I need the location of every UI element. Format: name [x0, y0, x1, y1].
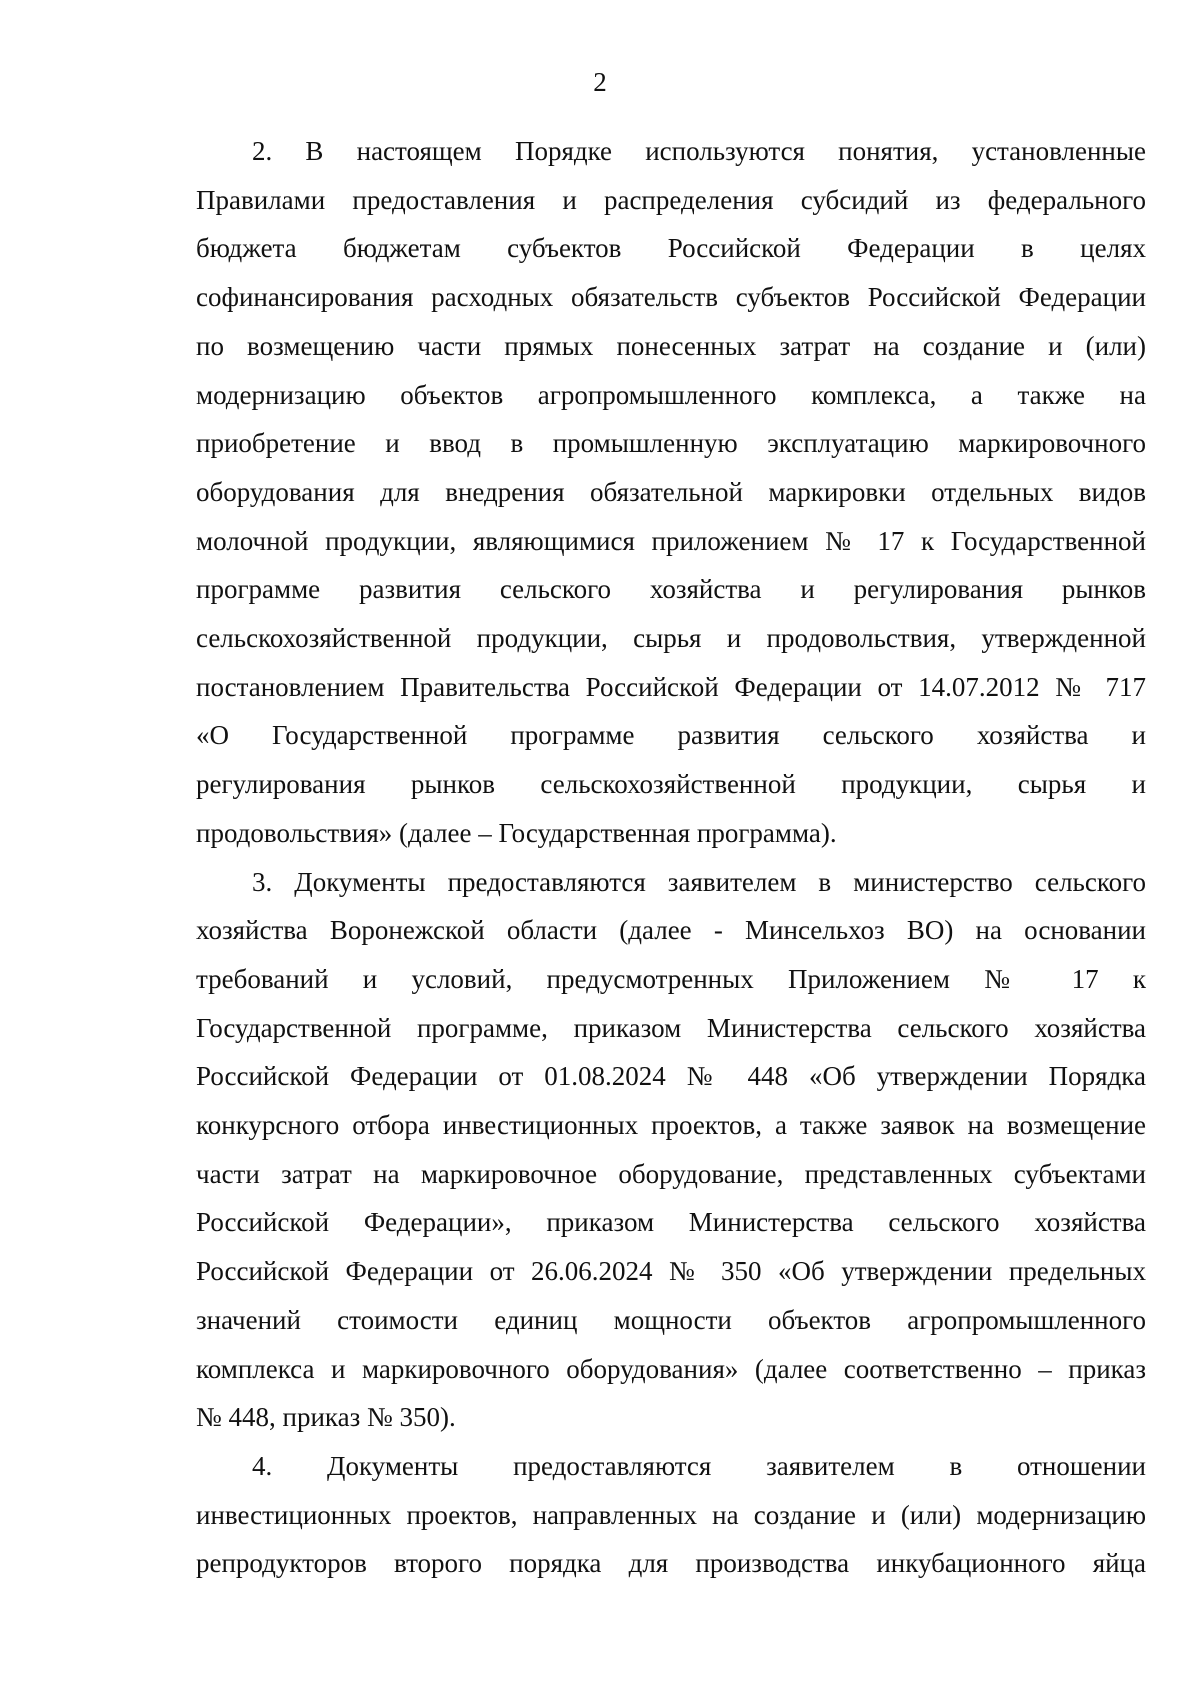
text-line: сельскохозяйственной продукции, сырья и продовольствия, утвержденной — [196, 623, 1146, 654]
text-line: молочной продукции, являющимися приложением № 17 к Государственной — [196, 525, 1146, 556]
text-line: Российской Федерации от 01.08.2024 № 448 «Об утверждении Порядка — [196, 1061, 1146, 1092]
text-line: Государственной программе, приказом Министерства сельского хозяйства — [196, 1012, 1146, 1043]
text-line: по возмещению части прямых понесенных затрат на создание и (или) — [196, 330, 1146, 361]
text-line: 3. Документы предоставляются заявителем в министерство сельского — [252, 866, 1146, 897]
text-line: комплекса и маркировочного оборудования» (далее соответственно – приказ — [196, 1353, 1146, 1384]
text-line: инвестиционных проектов, направленных на создание и (или) модернизацию — [196, 1499, 1146, 1530]
text-line: приобретение и ввод в промышленную эксплуатацию маркировочного — [196, 428, 1146, 459]
text-line: конкурсного отбора инвестиционных проектов, а также заявок на возмещение — [196, 1110, 1146, 1141]
text-line: части затрат на маркировочное оборудование, представленных субъектами — [196, 1158, 1146, 1189]
paragraph-4 — [196, 1442, 1146, 1588]
text-line: Правилами предоставления и распределения субсидий из федерального — [196, 184, 1146, 215]
text-line: постановлением Правительства Российской Федерации от 14.07.2012 № 717 — [196, 671, 1146, 702]
text-line: софинансирования расходных обязательств субъектов Российской Федерации — [196, 282, 1146, 313]
text-line: репродукторов второго порядка для производства инкубационного яйца — [196, 1548, 1146, 1579]
text-line: программе развития сельского хозяйства и регулирования рынков — [196, 574, 1146, 605]
text-line: 2. В настоящем Порядке используются понятия, установленные — [252, 136, 1146, 166]
text-line: бюджета бюджетам субъектов Российской Федерации в целях — [196, 233, 1146, 264]
paragraph-2 — [196, 127, 1146, 858]
text-line: Российской Федерации от 26.06.2024 № 350 «Об утверждении предельных — [196, 1256, 1146, 1287]
document-body — [196, 127, 1146, 1588]
text-line: № 448, приказ № 350). — [196, 1402, 456, 1433]
text-line: значений стоимости единиц мощности объектов агропромышленного — [196, 1304, 1146, 1335]
text-line: требований и условий, предусмотренных Приложением № 17 к — [196, 963, 1146, 994]
page-number: 2 — [593, 67, 607, 97]
text-line: 4. Документы предоставляются заявителем в отношении — [252, 1450, 1146, 1481]
paragraph-3 — [196, 858, 1146, 1442]
text-line: модернизацию объектов агропромышленного комплекса, а также на — [196, 379, 1146, 410]
text-line: Российской Федерации», приказом Министерства сельского хозяйства — [196, 1207, 1146, 1238]
text-line: хозяйства Воронежской области (далее - Минсельхоз ВО) на основании — [196, 915, 1146, 946]
text-line: продовольствия» (далее – Государственная программа). — [196, 817, 837, 848]
text-line: регулирования рынков сельскохозяйственной продукции, сырья и — [196, 769, 1146, 800]
text-line: оборудования для внедрения обязательной маркировки отдельных видов — [196, 476, 1146, 507]
text-line: «О Государственной программе развития сельского хозяйства и — [196, 720, 1146, 751]
